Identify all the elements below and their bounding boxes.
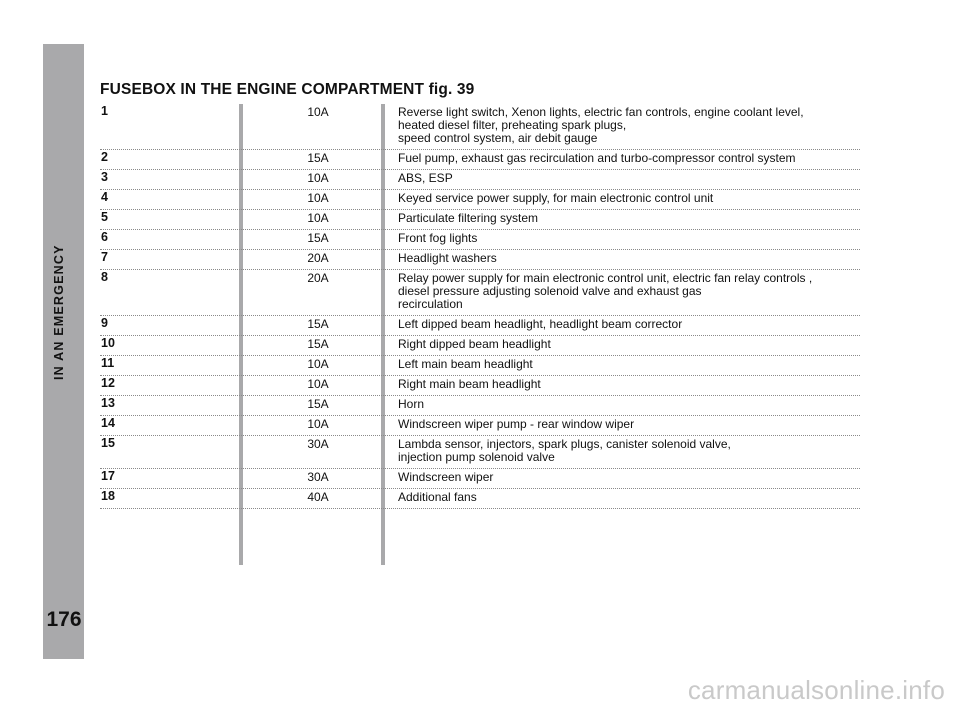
fuse-description: Lambda sensor, injectors, spark plugs, canister solenoid valve, injection pump solenoid valve bbox=[398, 437, 731, 464]
table-row bbox=[100, 356, 860, 376]
table-row bbox=[100, 150, 860, 170]
fuse-number: 3 bbox=[101, 170, 108, 184]
fuse-description: Right main beam headlight bbox=[398, 377, 541, 391]
fuse-amperage: 15A bbox=[307, 231, 329, 245]
fuse-amperage: 20A bbox=[307, 251, 329, 265]
fuse-amperage: 10A bbox=[307, 171, 329, 185]
fuse-amperage: 30A bbox=[307, 437, 329, 451]
page-title: FUSEBOX IN THE ENGINE COMPARTMENT fig. 39 bbox=[100, 81, 475, 98]
fuse-description: Windscreen wiper bbox=[398, 470, 494, 484]
fuse-number: 13 bbox=[101, 396, 115, 410]
fuse-number: 4 bbox=[101, 190, 108, 204]
fuse-description: Additional fans bbox=[398, 490, 477, 504]
fuse-amperage: 10A bbox=[307, 377, 329, 391]
fuse-number: 8 bbox=[101, 270, 108, 284]
fuse-number: 10 bbox=[101, 336, 115, 350]
fuse-number: 2 bbox=[101, 150, 108, 164]
fuse-amperage: 10A bbox=[307, 417, 329, 431]
fuse-description: Relay power supply for main electronic control unit, electric fan relay controls , diesel pressure adjusting solenoid valve and exhaust gas recirculation bbox=[398, 271, 813, 311]
fuse-amperage: 10A bbox=[307, 357, 329, 371]
fuse-table bbox=[100, 104, 860, 509]
table-row bbox=[100, 336, 860, 356]
watermark: carmanualsonline.info bbox=[687, 675, 945, 705]
table-row bbox=[100, 469, 860, 489]
fuse-number: 14 bbox=[101, 416, 115, 430]
fuse-amperage: 30A bbox=[307, 470, 329, 484]
fuse-description: Windscreen wiper pump - rear window wiper bbox=[398, 417, 635, 431]
table-row bbox=[100, 170, 860, 190]
fuse-number: 11 bbox=[101, 356, 115, 370]
fuse-amperage: 15A bbox=[307, 337, 329, 351]
fuse-amperage: 10A bbox=[307, 105, 329, 119]
table-row bbox=[100, 489, 860, 509]
fuse-description: Front fog lights bbox=[398, 231, 478, 245]
fuse-amperage: 15A bbox=[307, 397, 329, 411]
table-row bbox=[100, 396, 860, 416]
fuse-number: 15 bbox=[101, 436, 115, 450]
fuse-description: Left dipped beam headlight, headlight beam corrector bbox=[398, 317, 683, 331]
fuse-number: 1 bbox=[101, 104, 108, 118]
fuse-number: 12 bbox=[101, 376, 115, 390]
fuse-amperage: 40A bbox=[307, 490, 329, 504]
fuse-description: Headlight washers bbox=[398, 251, 497, 265]
table-row bbox=[100, 104, 860, 150]
table-row bbox=[100, 436, 860, 469]
page-number: 176 bbox=[46, 608, 82, 631]
table-row bbox=[100, 230, 860, 250]
fuse-description: Fuel pump, exhaust gas recirculation and turbo-compressor control system bbox=[398, 151, 796, 165]
fuse-number: 18 bbox=[101, 489, 115, 503]
fuse-number: 6 bbox=[101, 230, 108, 244]
section-label-text: IN AN EMERGENCY bbox=[52, 244, 66, 380]
fuse-amperage: 10A bbox=[307, 191, 329, 205]
fuse-description: Horn bbox=[398, 397, 425, 411]
fuse-amperage: 10A bbox=[307, 211, 329, 225]
fuse-description: Left main beam headlight bbox=[398, 357, 533, 371]
fuse-number: 17 bbox=[101, 469, 115, 483]
fuse-amperage: 15A bbox=[307, 317, 329, 331]
fuse-description: Reverse light switch, Xenon lights, electric fan controls, engine coolant level, heated diesel filter, preheating spark plugs, speed control system, air debit gauge bbox=[398, 105, 804, 145]
table-row bbox=[100, 190, 860, 210]
fuse-description: Right dipped beam headlight bbox=[398, 337, 551, 351]
fuse-number: 7 bbox=[101, 250, 108, 264]
fuse-description: Particulate filtering system bbox=[398, 211, 539, 225]
table-row bbox=[100, 210, 860, 230]
table-row bbox=[100, 270, 860, 316]
fuse-description: Keyed service power supply, for main electronic control unit bbox=[398, 191, 714, 205]
table-row bbox=[100, 376, 860, 396]
fuse-amperage: 20A bbox=[307, 271, 329, 285]
fuse-amperage: 15A bbox=[307, 151, 329, 165]
table-row bbox=[100, 316, 860, 336]
table-row bbox=[100, 416, 860, 436]
fuse-number: 9 bbox=[101, 316, 108, 330]
fuse-description: ABS, ESP bbox=[398, 171, 453, 185]
fuse-number: 5 bbox=[101, 210, 108, 224]
section-label bbox=[48, 226, 78, 380]
table-row bbox=[100, 250, 860, 270]
